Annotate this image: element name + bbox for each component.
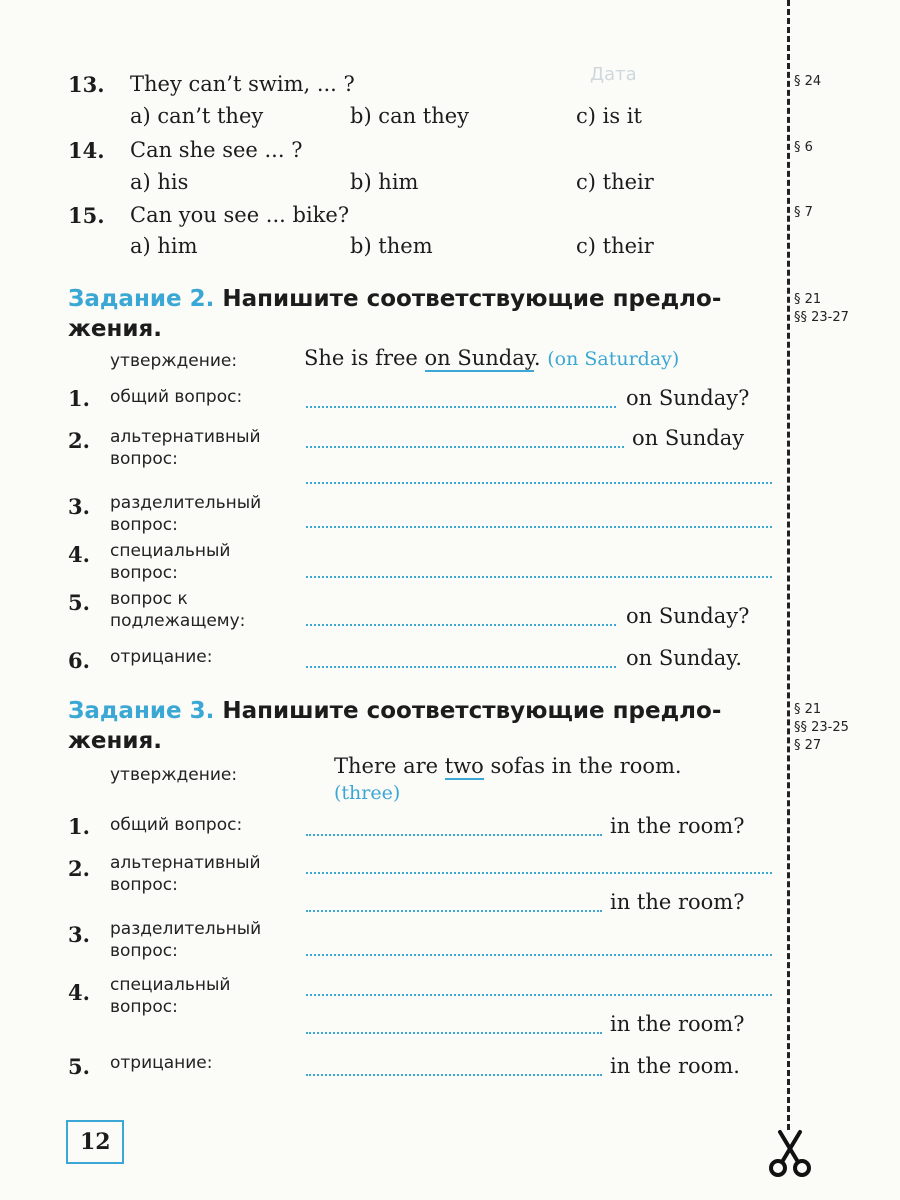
page-number-box [66, 1120, 124, 1164]
task2-statement [304, 348, 679, 369]
statement-hint: (three) [334, 782, 401, 804]
statement-underlined: on Sunday [424, 346, 534, 370]
answer-line[interactable] [306, 954, 772, 956]
row-number: 3. [68, 494, 90, 519]
row-label: вопрос к [110, 589, 188, 609]
row-number: 5. [68, 590, 90, 615]
row-ending: in the room? [610, 1012, 745, 1036]
answer-line[interactable] [306, 624, 616, 626]
answer-line[interactable] [306, 994, 772, 996]
row-label: общий вопрос: [110, 387, 243, 407]
statement-text: She is free [304, 346, 425, 370]
row-label: специальный [110, 975, 231, 995]
scissors-icon [768, 1128, 812, 1182]
option-c[interactable]: c) their [576, 170, 654, 194]
answer-line[interactable] [306, 482, 772, 484]
question-number: 15. [68, 203, 105, 228]
row-number: 6. [68, 648, 90, 673]
answer-line[interactable] [306, 406, 616, 408]
answer-line[interactable] [306, 576, 772, 578]
row-number: 2. [68, 428, 90, 453]
task-instruction-cont: жения. [68, 316, 162, 342]
row-number: 1. [68, 814, 90, 839]
answer-line[interactable] [306, 872, 772, 874]
task-instruction-cont: жения. [68, 728, 162, 754]
task-number: Задание 2. [68, 286, 215, 312]
margin-ref: § 6 [794, 140, 813, 155]
row-ending: on Sunday? [626, 386, 750, 410]
answer-line[interactable] [306, 666, 616, 668]
row-label: отрицание: [110, 647, 213, 667]
statement-end: . [533, 346, 541, 370]
row-number: 3. [68, 922, 90, 947]
question-text: Can you see ... bike? [130, 203, 350, 227]
answer-line[interactable] [306, 910, 602, 912]
statement-end: sofas in the room. [483, 754, 682, 778]
question-text: They can’t swim, ... ? [130, 72, 355, 96]
row-label-cont: вопрос: [110, 449, 178, 469]
margin-ref: § 24 [794, 74, 822, 89]
row-label: отрицание: [110, 1053, 213, 1073]
row-ending: on Sunday [632, 426, 745, 450]
row-label-cont: вопрос: [110, 997, 178, 1017]
row-label: общий вопрос: [110, 815, 243, 835]
statement-hint: (on Saturday) [547, 348, 680, 370]
answer-line[interactable] [306, 446, 624, 448]
margin-ref: §§ 23-25 [794, 720, 849, 735]
row-label: специальный [110, 541, 231, 561]
task2-title [68, 284, 778, 344]
option-b[interactable]: b) can they [350, 104, 470, 128]
option-a[interactable]: a) can’t they [130, 104, 264, 128]
option-c[interactable]: c) is it [576, 104, 642, 128]
row-number: 5. [68, 1054, 90, 1079]
task3-statement [334, 756, 682, 777]
question-text: Can she see ... ? [130, 138, 303, 162]
margin-ref: § 27 [794, 738, 822, 753]
row-ending: on Sunday. [626, 646, 742, 670]
row-label: альтернативный [110, 853, 261, 873]
task3-title [68, 696, 778, 756]
task-instruction: Напишите соответствующие предло- [222, 286, 722, 312]
task-number: Задание 3. [68, 698, 215, 724]
answer-line[interactable] [306, 1032, 602, 1034]
row-number: 1. [68, 386, 90, 411]
row-ending: in the room. [610, 1054, 740, 1078]
row-number: 4. [68, 980, 90, 1005]
cut-line [787, 0, 790, 1130]
row-label: разделительный [110, 493, 262, 513]
option-b[interactable]: b) him [350, 170, 419, 194]
margin-ref: § 21 [794, 292, 822, 307]
row-ending: in the room? [610, 814, 745, 838]
ghost-text: Дата [590, 64, 637, 85]
statement-label: утверждение: [110, 765, 238, 785]
row-number: 2. [68, 856, 90, 881]
row-label-cont: вопрос: [110, 875, 178, 895]
row-label-cont: вопрос: [110, 563, 178, 583]
answer-line[interactable] [306, 834, 602, 836]
question-number: 13. [68, 72, 105, 97]
margin-ref: § 21 [794, 702, 822, 717]
option-a[interactable]: a) his [130, 170, 189, 194]
page-number: 12 [80, 1129, 111, 1155]
question-number: 14. [68, 138, 105, 163]
statement-label: утверждение: [110, 351, 238, 371]
row-number: 4. [68, 542, 90, 567]
row-label-cont: вопрос: [110, 515, 178, 535]
option-a[interactable]: a) him [130, 234, 198, 258]
option-b[interactable]: b) them [350, 234, 433, 258]
option-c[interactable]: c) their [576, 234, 654, 258]
answer-line[interactable] [306, 1074, 602, 1076]
row-ending: on Sunday? [626, 604, 750, 628]
row-label: разделительный [110, 919, 262, 939]
row-label-cont: подлежащему: [110, 611, 246, 631]
statement-text: There are [334, 754, 445, 778]
statement-underlined: two [444, 754, 484, 778]
answer-line[interactable] [306, 526, 772, 528]
task-instruction: Напишите соответствующие предло- [222, 698, 722, 724]
margin-ref: § 7 [794, 205, 813, 220]
margin-ref: §§ 23-27 [794, 310, 849, 325]
row-ending: in the room? [610, 890, 745, 914]
row-label: альтернативный [110, 427, 261, 447]
row-label-cont: вопрос: [110, 941, 178, 961]
